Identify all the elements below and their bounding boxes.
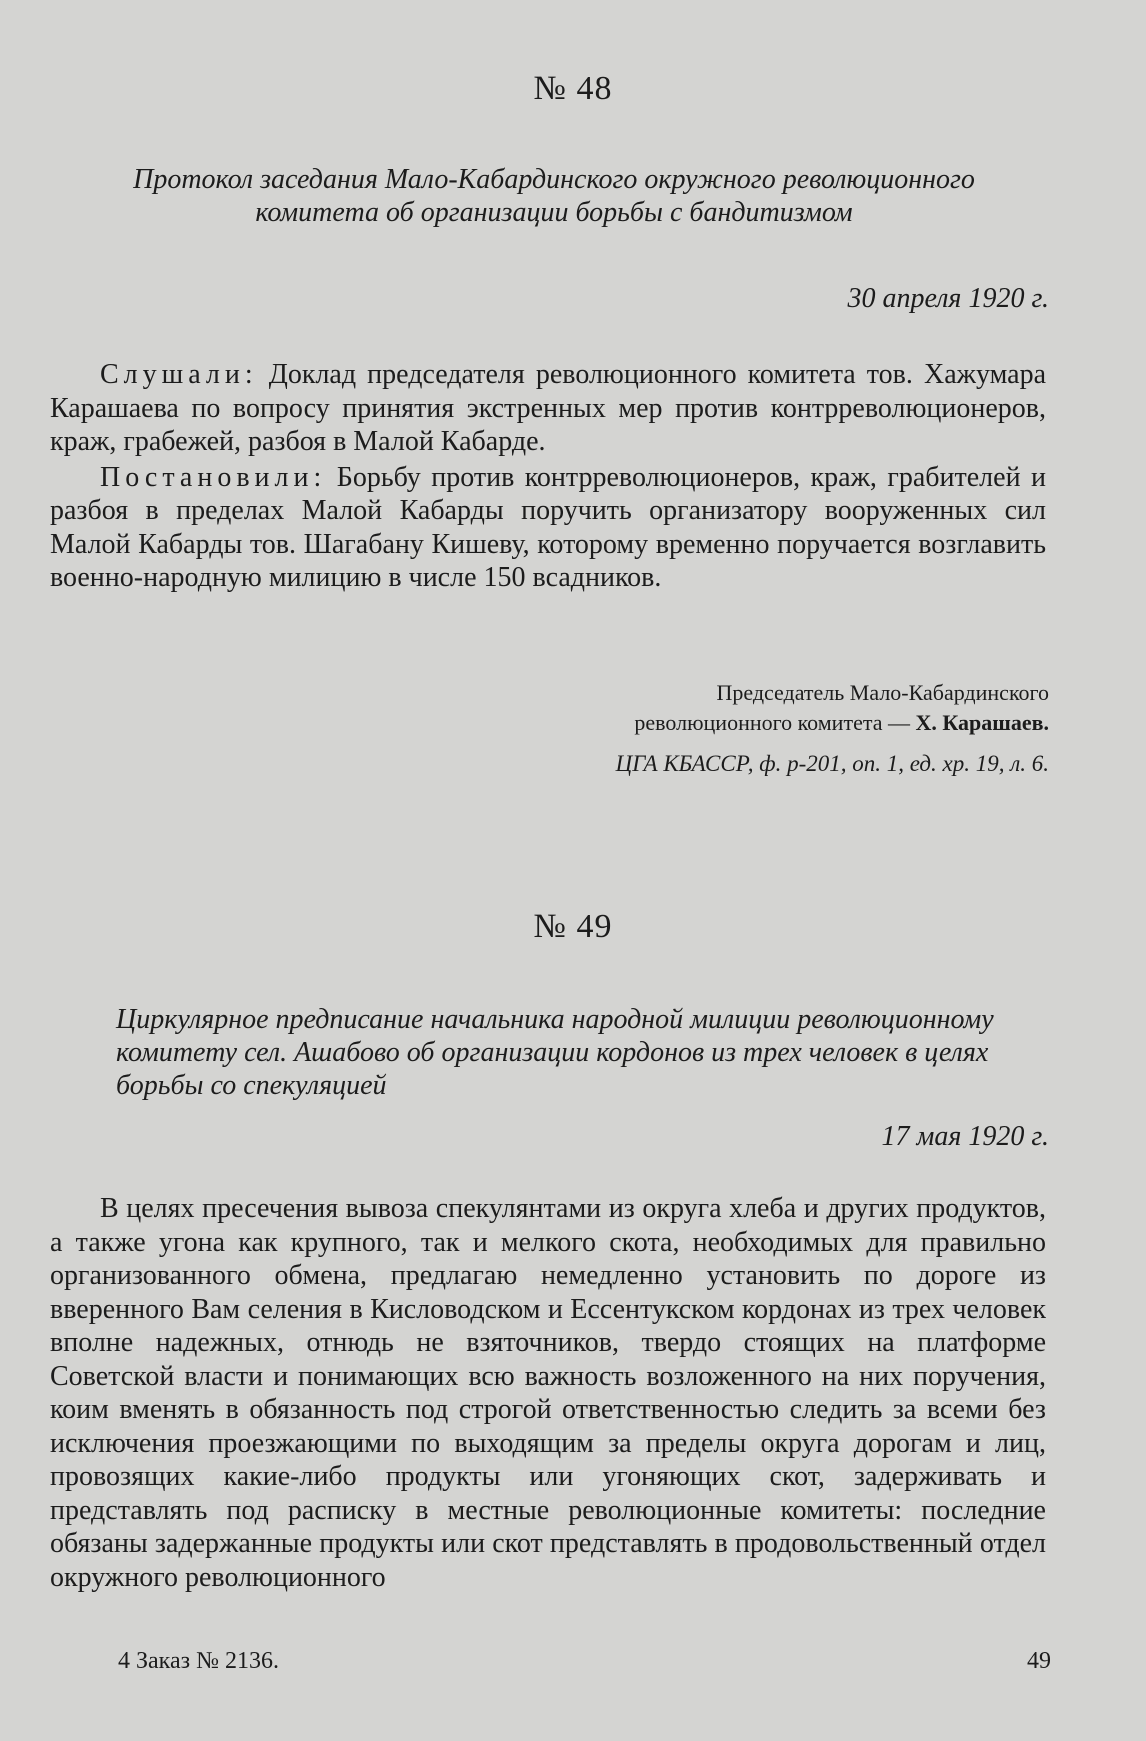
doc49-number: № 49 [533, 908, 613, 945]
doc49-date: 17 мая 1920 г. [881, 1121, 1049, 1152]
doc48-heard-paragraph [50, 358, 1046, 459]
doc48-title: Протокол заседания Мало-Кабардинского окружного революционного комитета об организации борьбы с бандитизмом [133, 164, 975, 228]
doc49-title: Циркулярное предписание начальника народной милиции революционному комитету сел. Ашабово об организации кордонов из трех человек в целях борьбы со спекуляцией [116, 1004, 994, 1101]
doc49-paragraph: В целях пресечения вывоза спекулянтами из округа хлеба и других продуктов, а также угона как крупного, так и мелкого скота, необходимых для правильно организованного обмена, предлагаю немедленно установить по дороге из вверенного Вам селения в Кисловодском и Ессентукском кордонах из трех человек вполне надежных, отнюдь не взяточников, твердо стоящих на платформе Советской власти и понимающих всю важность возложенного на них поручения, коим вменять в обязанность под строгой ответственностью следить за всеми без исключения проезжающими по выходящим за пределы округа дорогам и лиц, провозящих какие-либо продукты или угоняющих скот, задерживать и представлять под расписку в местные революционные комитеты: последние обязаны задержанные продукты или скот представлять в продовольственный отдел окружного революционного [50, 1193, 1046, 1593]
doc48-signature-line2: революционного комитета — [634, 710, 910, 735]
doc48-resolved-text: Борьбу против контрреволюционеров, краж, грабителей и разбоя в пределах Малой Кабарды поручить организатору вооруженных сил Малой Кабарды тов. Шагабану Кишеву, которому временно поручается возглавить военно-народную милицию в числе 150 всадников. [50, 461, 1047, 593]
doc48-resolved-label: Постановили: [100, 461, 327, 493]
doc48-resolved-paragraph [50, 461, 1046, 595]
doc48-signature-name: Х. Карашаев. [915, 710, 1049, 735]
doc48-date: 30 апреля 1920 г. [847, 283, 1049, 314]
doc48-heard-text: Доклад председателя революционного комитета тов. Хажумара Карашаева по вопросу принятия экстренных мер против контрреволюционеров, краж, грабежей, разбоя в Малой Кабарде. [50, 359, 1046, 457]
doc48-signature-line2-wrap [634, 708, 1049, 738]
doc48-heard-label: Слушали: [100, 359, 258, 390]
doc48-archive-ref: ЦГА КБАССР, ф. р-201, оп. 1, ед. хр. 19, л. 6. [615, 751, 1049, 776]
doc48-body [50, 358, 1046, 595]
doc48-number: № 48 [533, 70, 613, 107]
page-number: 49 [1027, 1648, 1051, 1674]
footer-order-number: 4 Заказ № 2136. [118, 1648, 280, 1674]
doc48-signature-line1: Председатель Мало-Кабардинского [716, 680, 1049, 705]
doc49-body [50, 1192, 1046, 1594]
doc48-signature [634, 678, 1049, 738]
